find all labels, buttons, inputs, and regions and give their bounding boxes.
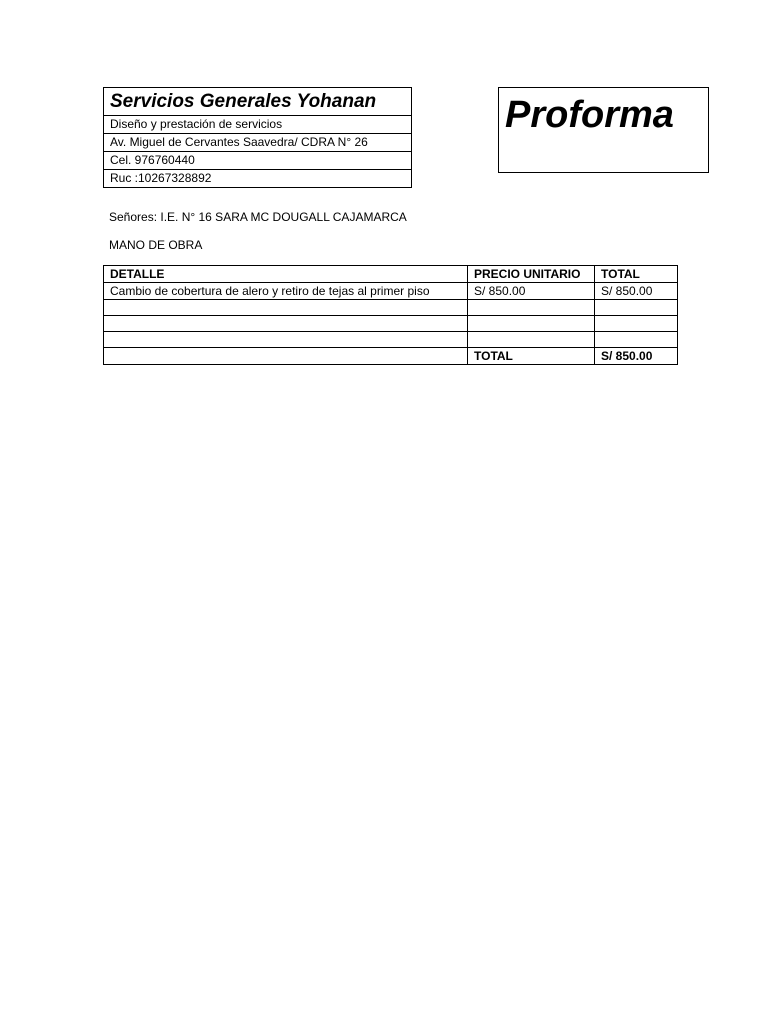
- proforma-box: [498, 87, 709, 173]
- footer-total-label: TOTAL: [468, 348, 595, 365]
- header-unit-price: PRECIO UNITARIO: [468, 266, 595, 283]
- footer-total-value: S/ 850.00: [595, 348, 678, 365]
- row-total: [595, 332, 678, 348]
- row-detail: [104, 300, 468, 316]
- table-row: [104, 332, 678, 348]
- company-address: Av. Miguel de Cervantes Saavedra/ CDRA N° 26: [104, 133, 411, 151]
- company-tagline: Diseño y prestación de servicios: [104, 115, 411, 133]
- document-title: Proforma: [505, 94, 674, 136]
- row-detail: Cambio de cobertura de alero y retiro de tejas al primer piso: [104, 283, 468, 300]
- company-ruc: Ruc :10267328892: [104, 169, 411, 187]
- company-name: Servicios Generales Yohanan: [110, 91, 377, 112]
- table-header-row: [104, 266, 678, 283]
- table-row: [104, 283, 678, 300]
- detail-table: [103, 265, 678, 365]
- header-detail: DETALLE: [104, 266, 468, 283]
- row-detail: [104, 332, 468, 348]
- footer-blank-cell: [104, 348, 468, 365]
- table-footer-row: [104, 348, 678, 365]
- row-total: S/ 850.00: [595, 283, 678, 300]
- row-unit-price: [468, 300, 595, 316]
- row-unit-price: S/ 850.00: [468, 283, 595, 300]
- table-row: [104, 316, 678, 332]
- client-line: Señores: I.E. N° 16 SARA MC DOUGALL CAJAMARCA: [109, 210, 407, 224]
- company-phone: Cel. 976760440: [104, 151, 411, 169]
- header-total: TOTAL: [595, 266, 678, 283]
- section-title: MANO DE OBRA: [109, 238, 203, 252]
- row-total: [595, 316, 678, 332]
- row-unit-price: [468, 316, 595, 332]
- row-total: [595, 300, 678, 316]
- row-unit-price: [468, 332, 595, 348]
- company-info-box: [103, 87, 412, 188]
- table-row: [104, 300, 678, 316]
- row-detail: [104, 316, 468, 332]
